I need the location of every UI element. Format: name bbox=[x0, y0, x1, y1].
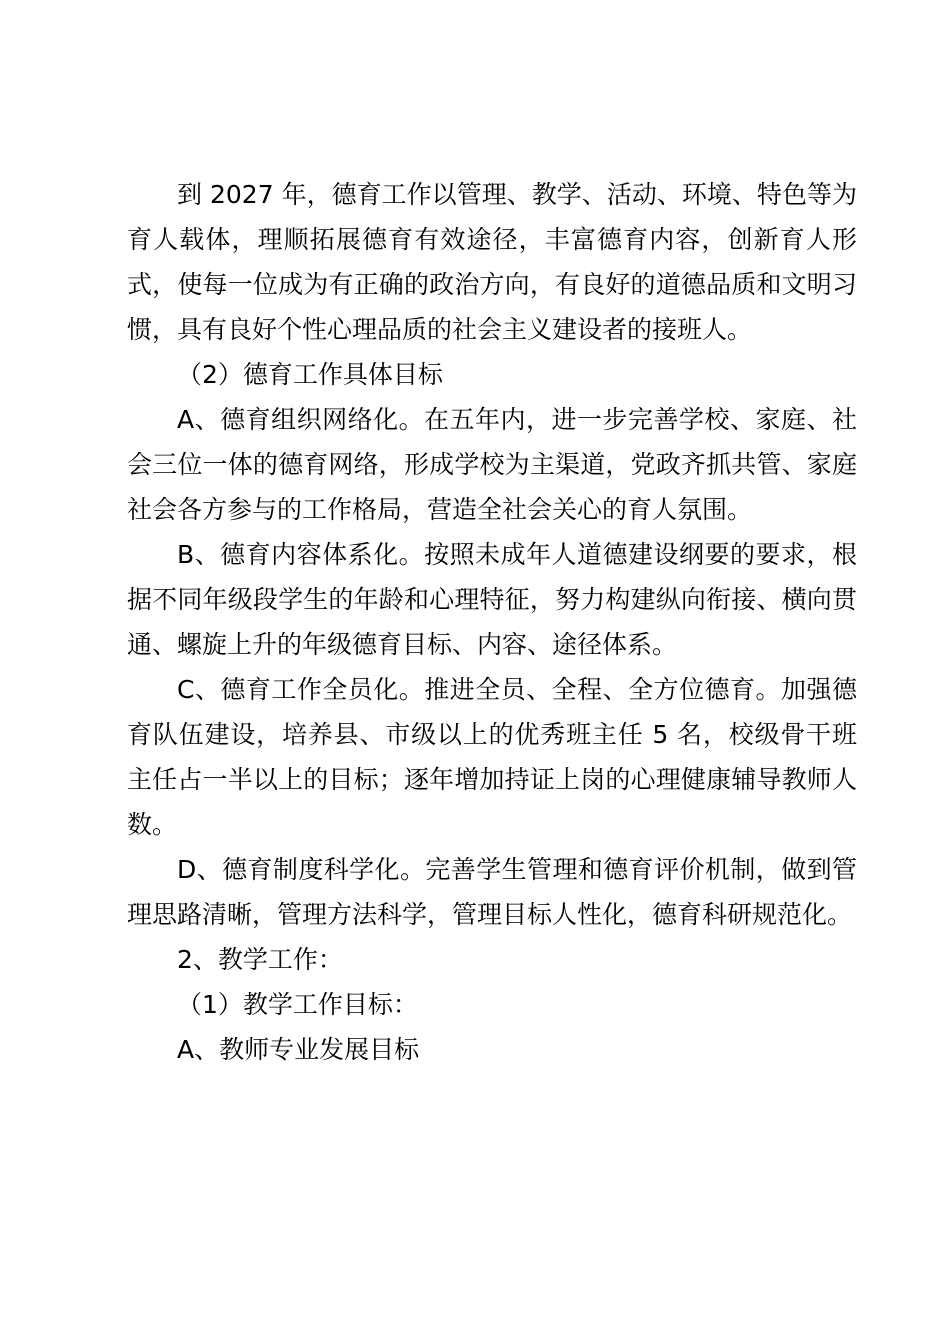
paragraph-goal-b-content-system: B、德育内容体系化。按照未成年人道德建设纲要的要求，根据不同年级段学生的年龄和心理特征，努力构建纵向衔接、横向贯通、螺旋上升的年级德育目标、内容、途径体系。 bbox=[127, 540, 857, 659]
document-body bbox=[127, 172, 857, 1072]
heading-teaching-work-goals: （1）教学工作目标： bbox=[177, 990, 418, 1019]
paragraph-goal-d-system-science: D、德育制度科学化。完善学生管理和德育评价机制，做到管理思路清晰，管理方法科学，管理目标人性化，德育科研规范化。 bbox=[127, 855, 857, 929]
heading-teacher-development-goal: A、教师专业发展目标 bbox=[177, 1035, 420, 1064]
paragraph-goal-a-organization-network: A、德育组织网络化。在五年内，进一步完善学校、家庭、社会三位一体的德育网络，形成学校为主渠道，党政齐抓共管、家庭社会各方参与的工作格局，营造全社会关心的育人氛围。 bbox=[127, 405, 857, 524]
heading-teaching-work: 2、教学工作： bbox=[177, 945, 343, 974]
paragraph-goal-c-all-staff: C、德育工作全员化。推进全员、全程、全方位德育。加强德育队伍建设，培养县、市级以上的优秀班主任 5 名，校级骨干班主任占一半以上的目标；逐年增加持证上岗的心理健康辅导教师人数。 bbox=[127, 675, 857, 839]
paragraph-moral-education-overall-goal: 到 2027 年，德育工作以管理、教学、活动、环境、特色等为育人载体，理顺拓展德育有效途径，丰富德育内容，创新育人形式，使每一位成为有正确的政治方向，有良好的道德品质和文明习惯，具有良好个性心理品质的社会主义建设者的接班人。 bbox=[127, 180, 857, 344]
heading-moral-education-specific-goals: （2）德育工作具体目标 bbox=[177, 360, 443, 389]
